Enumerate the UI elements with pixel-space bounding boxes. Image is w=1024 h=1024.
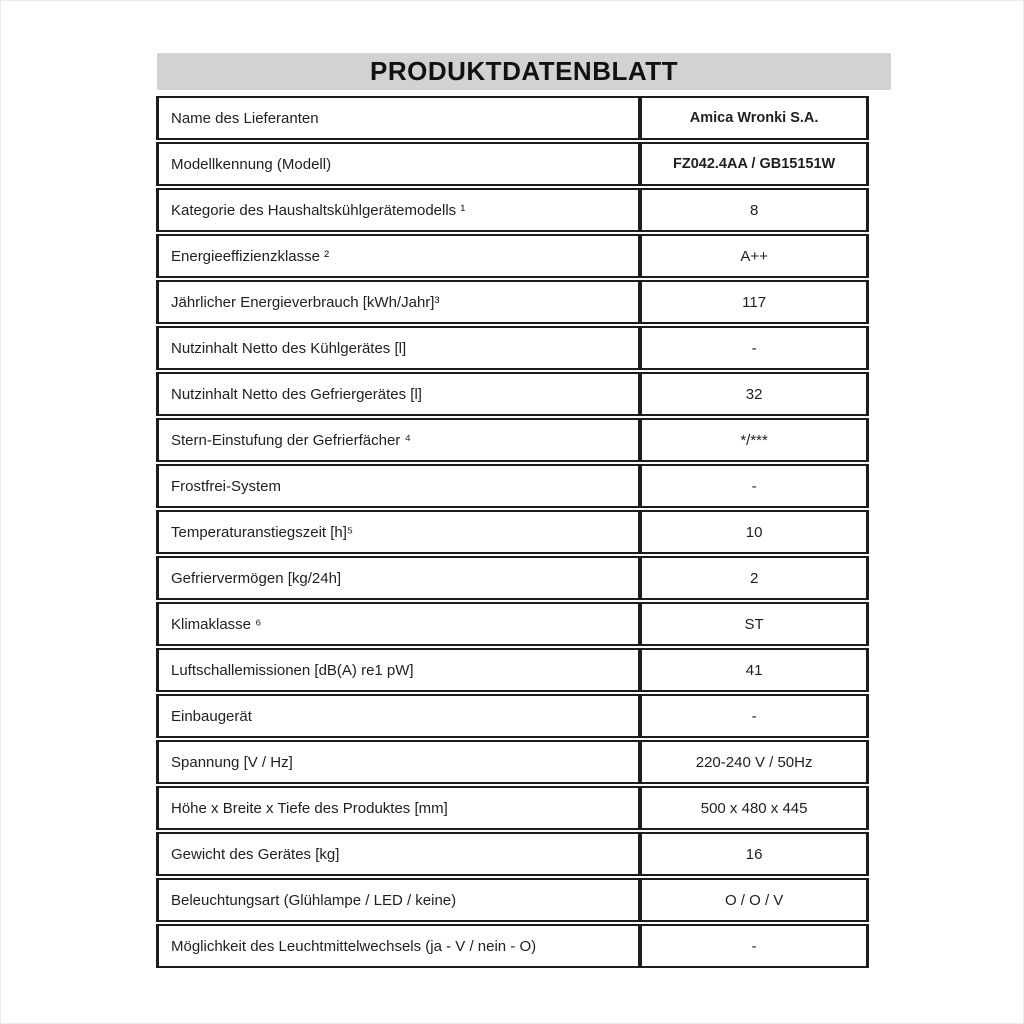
table-row bbox=[156, 372, 869, 416]
table-row bbox=[156, 740, 869, 784]
table-row bbox=[156, 96, 869, 140]
spec-label: Klimaklasse ⁶ bbox=[156, 602, 640, 646]
spec-value: */*** bbox=[640, 418, 869, 462]
spec-label: Einbaugerät bbox=[156, 694, 640, 738]
spec-value: - bbox=[640, 464, 869, 508]
spec-label: Nutzinhalt Netto des Kühlgerätes [l] bbox=[156, 326, 640, 370]
table-row bbox=[156, 786, 869, 830]
spec-value: A++ bbox=[640, 234, 869, 278]
product-data-table bbox=[156, 94, 869, 970]
spec-label: Temperaturanstiegszeit [h]⁵ bbox=[156, 510, 640, 554]
spec-label: Möglichkeit des Leuchtmittelwechsels (ja - V / nein - O) bbox=[156, 924, 640, 968]
spec-value: FZ042.4AA / GB15151W bbox=[640, 142, 869, 186]
table-row bbox=[156, 188, 869, 232]
table-row bbox=[156, 878, 869, 922]
spec-value: 8 bbox=[640, 188, 869, 232]
table-row bbox=[156, 648, 869, 692]
table-row bbox=[156, 832, 869, 876]
table-row bbox=[156, 234, 869, 278]
spec-value: - bbox=[640, 694, 869, 738]
table-row bbox=[156, 602, 869, 646]
table-row bbox=[156, 326, 869, 370]
spec-table-body bbox=[156, 96, 869, 968]
table-row bbox=[156, 556, 869, 600]
spec-label: Nutzinhalt Netto des Gefriergerätes [l] bbox=[156, 372, 640, 416]
spec-value: - bbox=[640, 924, 869, 968]
table-row bbox=[156, 694, 869, 738]
spec-label: Beleuchtungsart (Glühlampe / LED / keine) bbox=[156, 878, 640, 922]
table-row bbox=[156, 464, 869, 508]
spec-value: O / O / V bbox=[640, 878, 869, 922]
spec-label: Luftschallemissionen [dB(A) re1 pW] bbox=[156, 648, 640, 692]
spec-label: Jährlicher Energieverbrauch [kWh/Jahr]³ bbox=[156, 280, 640, 324]
title-banner bbox=[157, 53, 891, 90]
spec-value: 10 bbox=[640, 510, 869, 554]
spec-value: 117 bbox=[640, 280, 869, 324]
spec-label: Frostfrei-System bbox=[156, 464, 640, 508]
spec-value: 41 bbox=[640, 648, 869, 692]
spec-label: Stern-Einstufung der Gefrierfächer ⁴ bbox=[156, 418, 640, 462]
spec-value: 500 x 480 x 445 bbox=[640, 786, 869, 830]
spec-label: Höhe x Breite x Tiefe des Produktes [mm] bbox=[156, 786, 640, 830]
spec-label: Gefriervermögen [kg/24h] bbox=[156, 556, 640, 600]
table-row bbox=[156, 142, 869, 186]
spec-value: ST bbox=[640, 602, 869, 646]
spec-label: Kategorie des Haushaltskühlgerätemodells ¹ bbox=[156, 188, 640, 232]
spec-value: Amica Wronki S.A. bbox=[640, 96, 869, 140]
spec-value: 220-240 V / 50Hz bbox=[640, 740, 869, 784]
spec-label: Energieeffizienzklasse ² bbox=[156, 234, 640, 278]
table-row bbox=[156, 418, 869, 462]
spec-label: Name des Lieferanten bbox=[156, 96, 640, 140]
table-row bbox=[156, 924, 869, 968]
table-row bbox=[156, 280, 869, 324]
page-title: PRODUKTDATENBLATT bbox=[370, 56, 678, 86]
spec-value: 32 bbox=[640, 372, 869, 416]
spec-label: Gewicht des Gerätes [kg] bbox=[156, 832, 640, 876]
spec-value: 2 bbox=[640, 556, 869, 600]
spec-label: Spannung [V / Hz] bbox=[156, 740, 640, 784]
spec-value: - bbox=[640, 326, 869, 370]
spec-label: Modellkennung (Modell) bbox=[156, 142, 640, 186]
table-row bbox=[156, 510, 869, 554]
spec-value: 16 bbox=[640, 832, 869, 876]
